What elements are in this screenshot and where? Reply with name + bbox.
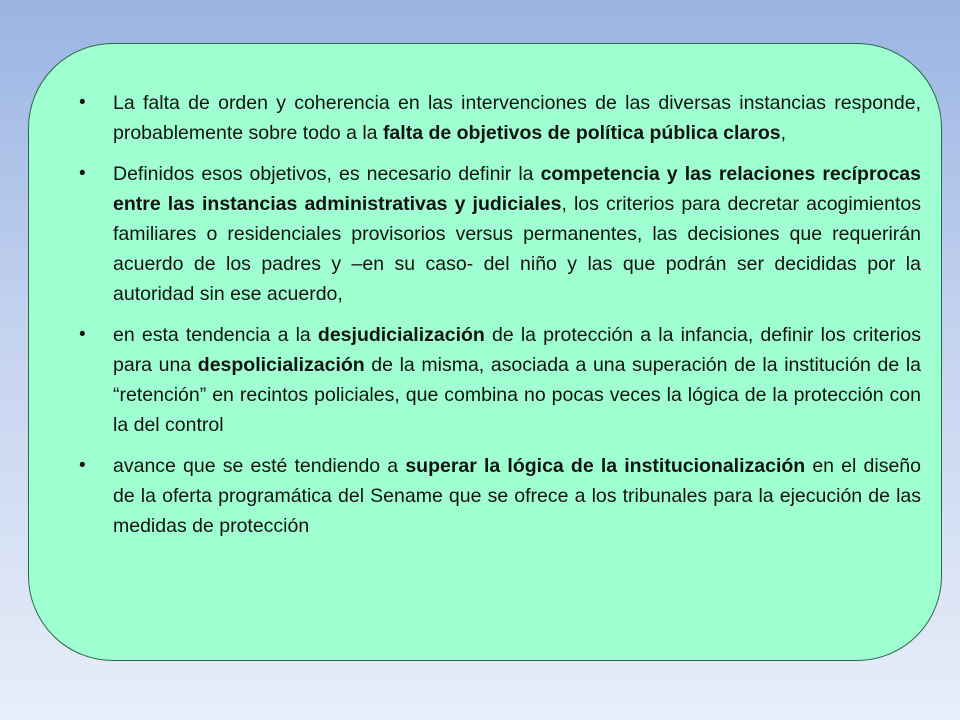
- bullet-item: [79, 451, 921, 541]
- bullet-item: [79, 88, 921, 148]
- bullet-text: avance que se esté tendiendo a superar la lógica de la institucionalización en el diseño de la oferta programática del Sename que se ofrece a los tribunales para la ejecución de las medidas de protección: [113, 455, 921, 537]
- bullet-text: Definidos esos objetivos, es necesario definir la competencia y las relaciones recíprocas entre las instancias administrativas y judiciales, los criterios para decretar acogimientos familiares o residenciales provisorios versus permanentes, las decisiones que requerirán acuerdo de los padres y –en su caso- del niño y las que podrán ser decididas por la autoridad sin ese acuerdo,: [113, 163, 921, 305]
- bullet-item: [79, 320, 921, 440]
- bullet-item: [79, 159, 921, 309]
- bullet-text: en esta tendencia a la desjudicialización de la protección a la infancia, definir los criterios para una despolicialización de la misma, asociada a una superación de la institución de la “retención” en recintos policiales, que combina no pocas veces la lógica de la protección con la del control: [113, 324, 921, 436]
- bullet-dot-icon: •: [79, 455, 86, 476]
- bullet-list: [79, 88, 921, 552]
- content-panel: [28, 43, 942, 661]
- bullet-dot-icon: •: [79, 92, 86, 113]
- bullet-text: La falta de orden y coherencia en las intervenciones de las diversas instancias responde, probablemente sobre todo a la falta de objetivos de política pública claros,: [113, 92, 921, 144]
- bullet-dot-icon: •: [79, 163, 86, 184]
- bullet-dot-icon: •: [79, 324, 86, 345]
